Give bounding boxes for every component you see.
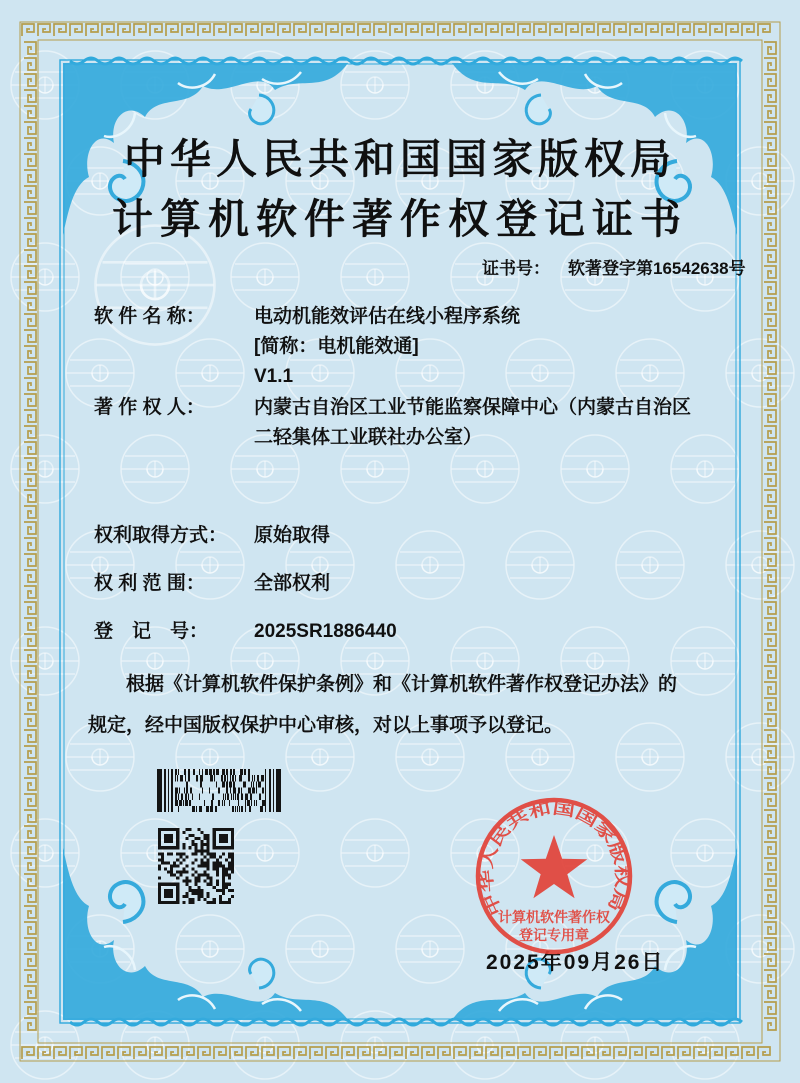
field-value: 原始取得 <box>254 525 331 546</box>
certificate-title: 计算机软件著作权登记证书 <box>112 196 688 242</box>
red-star-icon <box>521 835 588 898</box>
owner-line: 内蒙古自治区工业节能监察保障中心（内蒙古自治区 <box>254 397 692 418</box>
pdf417-barcode-icon <box>157 769 281 812</box>
field-registration-number <box>94 617 397 647</box>
field-label: 著 作 权 人： <box>94 397 205 418</box>
field-copyright-owner <box>94 393 691 453</box>
field-value: 全部权利 <box>254 573 331 594</box>
field-rights-scope <box>94 569 330 599</box>
seal-text-line1: 计算机软件著作权 <box>498 909 610 925</box>
field-label: 权利取得方式： <box>94 525 228 546</box>
field-value <box>254 302 520 392</box>
seal-text-line2: 登记专用章 <box>519 927 589 943</box>
statement-line: 规定，经中国版权保护中心审核，对以上事项予以登记。 <box>88 715 564 736</box>
owner-line: 二轻集体工业联社办公室） <box>254 427 483 448</box>
registration-statement <box>88 664 720 746</box>
qr-code-icon <box>158 828 234 904</box>
field-label: 登 记 号： <box>94 621 209 642</box>
official-seal <box>464 786 644 966</box>
issuing-authority-title: 中华人民共和国国家版权局 <box>124 136 676 182</box>
statement-line: 根据《计算机软件保护条例》和《计算机软件著作权登记办法》的 <box>126 674 678 695</box>
certificate-number-label: 证书号： <box>482 259 550 278</box>
field-acquisition-method <box>94 521 330 551</box>
seal-ring-text: 中华人民共和国国家版权局 <box>477 799 631 918</box>
certificate-number-row <box>482 254 746 279</box>
field-value <box>254 393 691 453</box>
software-name-line: 电动机能效评估在线小程序系统 <box>254 306 521 327</box>
software-version-line: V1.1 <box>254 366 294 387</box>
field-value: 2025SR1886440 <box>254 621 397 642</box>
field-label: 软 件 名 称： <box>94 306 205 327</box>
issue-date: 2025年09月26日 <box>486 951 665 974</box>
software-shortname-line: [简称：电机能效通] <box>254 336 419 357</box>
certificate-number-value: 软著登字第16542638号 <box>568 259 746 278</box>
field-software-name <box>94 302 520 392</box>
field-label: 权 利 范 围： <box>94 573 205 594</box>
